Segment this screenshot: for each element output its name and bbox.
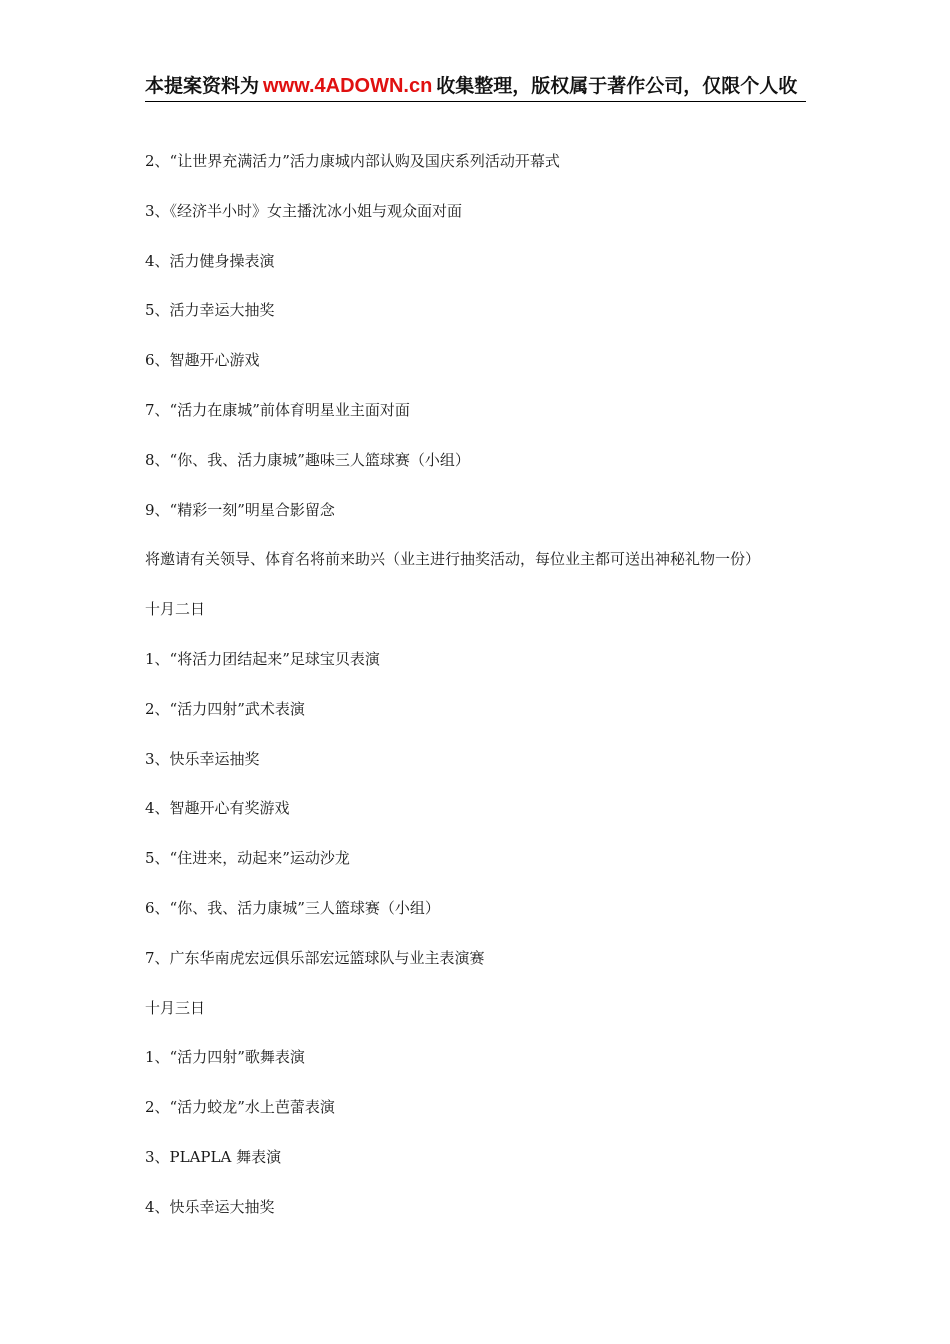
list-item: 2、“活力蛟龙”水上芭蕾表演: [145, 1098, 335, 1117]
list-item: 1、“将活力团结起来”足球宝贝表演: [145, 649, 380, 668]
list-item: 6、智趣开心游戏: [145, 351, 260, 370]
list-item: 2、“让世界充满活力”活力康城内部认购及国庆系列活动开幕式: [145, 152, 560, 170]
list-item: 5、“住进来，动起来”运动沙龙: [145, 849, 350, 868]
list-item: 3、快乐幸运抽奖: [145, 749, 260, 768]
list-item: 8、“你、我、活力康城”趣味三人篮球赛（小组）: [145, 450, 470, 469]
list-item: 4、活力健身操表演: [145, 251, 275, 270]
list-item: 4、智趣开心有奖游戏: [145, 799, 290, 818]
day-heading: 十月三日: [145, 998, 206, 1017]
list-item: 1、“活力四射”歌舞表演: [145, 1048, 305, 1067]
list-item: 7、广东华南虎宏远俱乐部宏远篮球队与业主表演赛: [145, 948, 485, 967]
body-paragraph: 将邀请有关领导、体育名将前来助兴（业主进行抽奖活动，每位业主都可送出神秘礼物一份）: [145, 550, 761, 569]
list-item: 3、PLAPLA 舞表演: [145, 1147, 282, 1166]
list-item: 6、“你、我、活力康城”三人篮球赛（小组）: [145, 898, 440, 917]
list-item: 4、快乐幸运大抽奖: [145, 1197, 275, 1216]
header-prefix: 本提案资料为: [145, 75, 260, 97]
day-heading: 十月二日: [145, 600, 206, 619]
list-item: 2、“活力四射”武术表演: [145, 699, 305, 718]
header-divider: [145, 101, 806, 102]
page-header: [145, 72, 950, 104]
header-url: www.4ADOWN.cn: [263, 75, 433, 97]
document-body: [145, 148, 935, 1244]
list-item: 3、《经济半小时》女主播沈冰小姐与观众面对面: [145, 201, 463, 220]
list-item: 5、活力幸运大抽奖: [145, 301, 275, 320]
list-item: 9、“精彩一刻”明星合影留念: [145, 500, 335, 519]
header-suffix: 收集整理，版权属于著作公司，仅限个人收: [436, 75, 798, 97]
list-item: 7、“活力在康城”前体育明星业主面对面: [145, 400, 410, 419]
